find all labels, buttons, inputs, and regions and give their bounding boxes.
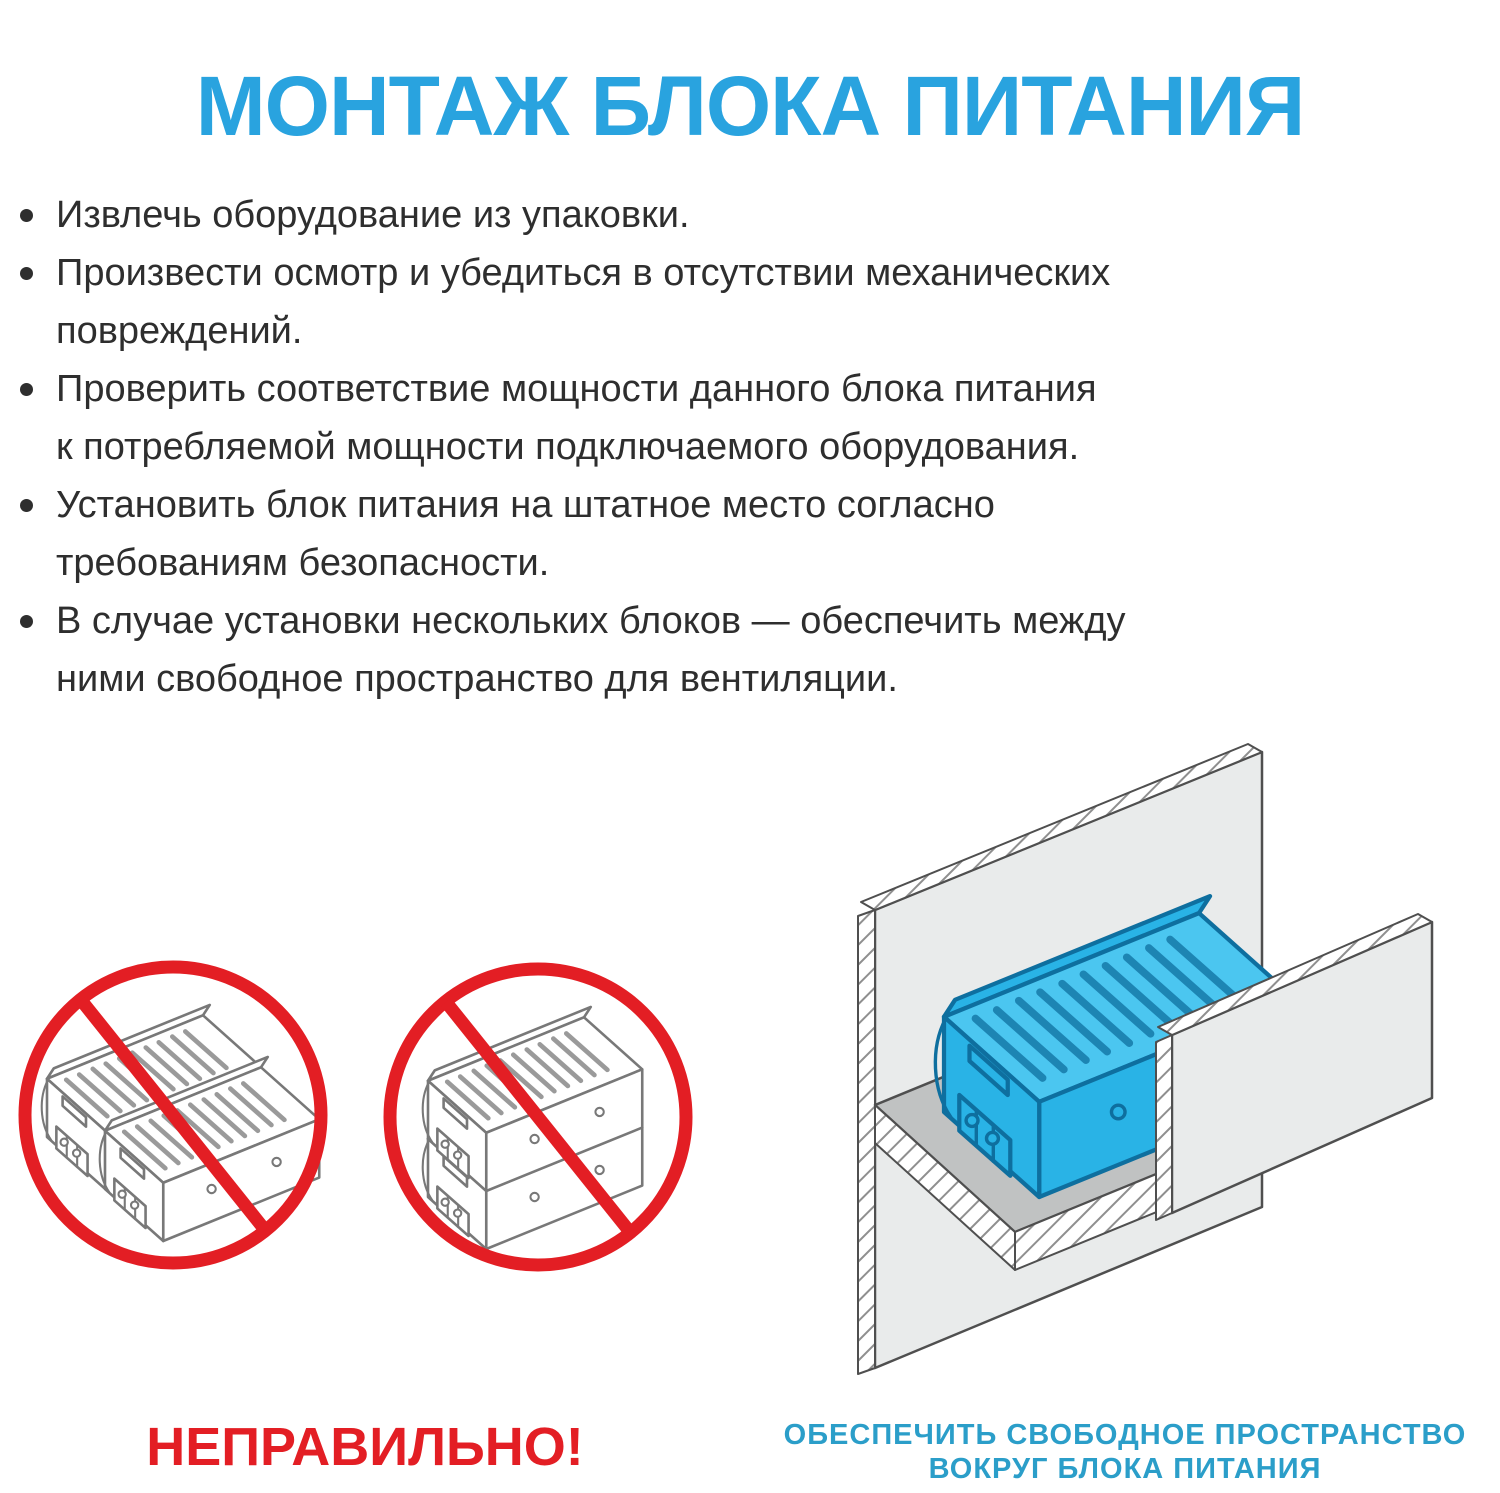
instruction-line: Проверить соответствие мощности данного блока питания	[56, 368, 1097, 410]
back-wall-left-edge	[858, 910, 875, 1374]
instruction-line: требованиям безопасности.	[56, 542, 550, 584]
front-panel-left-edge	[1156, 1035, 1172, 1220]
instruction-line: повреждений.	[56, 310, 303, 352]
prohibited-side-by-side-figure	[5, 945, 355, 1300]
incorrect-label: НЕПРАВИЛЬНО!	[146, 1417, 584, 1477]
instruction-item	[14, 476, 1484, 592]
instruction-line: Произвести осмотр и убедиться в отсутствии механических	[56, 252, 1111, 294]
correct-caption-line2: ВОКРУГ БЛОКА ПИТАНИЯ	[928, 1453, 1322, 1485]
correct-caption	[755, 1418, 1495, 1486]
instruction-item	[14, 592, 1484, 708]
instruction-line: Извлечь оборудование из упаковки.	[56, 194, 690, 236]
instruction-item	[14, 186, 1484, 244]
instruction-line: к потребляемой мощности подключаемого оборудования.	[56, 426, 1080, 468]
page-title: МОНТАЖ БЛОКА ПИТАНИЯ	[195, 59, 1305, 154]
instruction-item	[14, 244, 1484, 360]
instruction-line: ними свободное пространство для вентиляции.	[56, 658, 898, 700]
correct-mounting-diagram	[840, 735, 1495, 1415]
instruction-line: В случае установки нескольких блоков — обеспечить между	[56, 600, 1126, 642]
instruction-item	[14, 360, 1484, 476]
instructions-list	[14, 186, 1484, 708]
correct-caption-line1: ОБЕСПЕЧИТЬ СВОБОДНОЕ ПРОСТРАНСТВО	[783, 1419, 1467, 1451]
prohibited-stacked-figure	[368, 945, 728, 1300]
instruction-line: Установить блок питания на штатное место согласно	[56, 484, 995, 526]
